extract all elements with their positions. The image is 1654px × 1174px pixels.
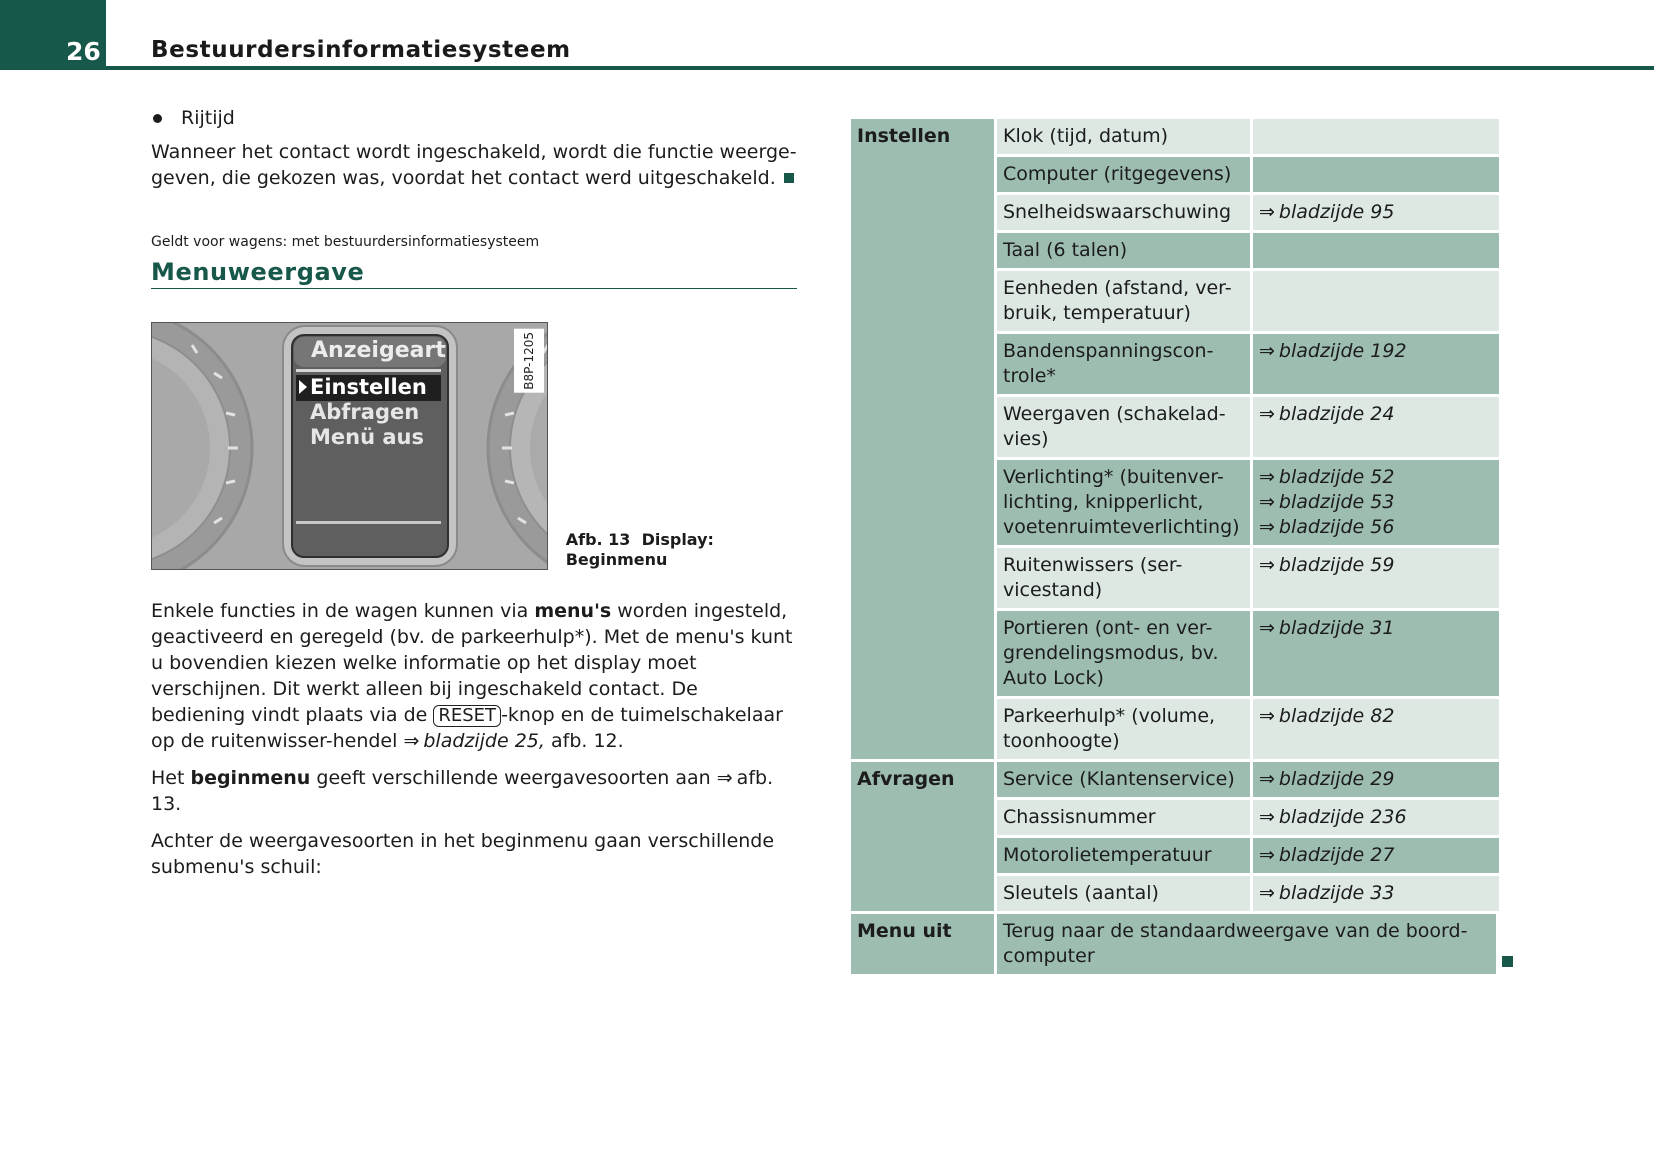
table-row [851,119,1499,154]
table-cell-item: Motorolietemperatuur [997,838,1253,873]
menu-paragraph [151,598,797,754]
table-cell-ref [1253,876,1499,911]
reference-text: bladzijde 192 [1278,340,1407,362]
text-run: -knop en de tuimelschakelaar op de ruitenwisser-hendel [151,704,783,752]
table-cell-item: Ruitenwissers (ser-vicestand) [997,548,1253,608]
figure-reference[interactable]: afb. 13. [151,767,774,815]
context-note: Geldt voor wagens: met bestuurdersinformatiesysteem [151,234,540,250]
page-reference[interactable] [1259,767,1493,792]
table-cell-ref [1253,119,1499,154]
table-cell-ref [1253,548,1499,608]
selection-arrow-icon [299,380,307,394]
reference-text: bladzijde 236 [1278,806,1407,828]
bullet-item [151,105,797,131]
page-reference[interactable] [1259,515,1493,540]
table-cell-ref [1253,699,1499,759]
reference-text: bladzijde 59 [1278,554,1395,576]
arrow-icon: ⇒ [716,767,733,789]
text-run: geeft verschillende weergavesoorten aan [310,767,717,789]
reference-text: bladzijde 82 [1278,705,1395,727]
page-number: 26 [66,37,101,66]
figure-caption [566,530,797,570]
table-cell-item: Terug naar de standaardweergave van de boord-computer [997,914,1499,974]
table-cell-ref [1253,611,1499,696]
table-cell-item: Taal (6 talen) [997,233,1253,268]
header-rule [106,66,1654,70]
arrow-icon: ⇒ [1259,554,1275,576]
arrow-icon: ⇒ [1259,768,1275,790]
table-cell-item: Chassisnummer [997,800,1253,835]
display-separator [296,369,441,372]
page-reference[interactable] [1259,200,1493,225]
page-reference[interactable] [1259,881,1493,906]
text-run: Enkele functies in de wagen kunnen via [151,600,535,622]
table-cell-ref [1253,157,1499,192]
page-reference[interactable] [1259,553,1493,578]
reference-text: bladzijde 53 [1278,491,1395,513]
arrow-icon: ⇒ [1259,844,1275,866]
table-cell-ref [1253,762,1499,797]
reset-key: RESET [433,705,501,727]
bold-term: beginmenu [190,767,311,789]
table-cell-item: Sleutels (aantal) [997,876,1253,911]
display-figure [151,322,548,570]
page-reference[interactable] [1259,490,1493,515]
reference-text: bladzijde 52 [1278,466,1395,488]
table-cell-item: Computer (ritgegevens) [997,157,1253,192]
page-reference[interactable] [1259,616,1493,641]
table-cell-ref [1253,460,1499,545]
end-square-icon [784,173,794,183]
table-cell-item: Bandenspanningscon-trole* [997,334,1253,394]
table-cell-ref [1253,271,1499,331]
category-instellen: Instellen [851,119,997,759]
display-item-menu-aus: Menü aus [310,425,424,449]
display-title: Anzeigeart [311,338,446,363]
table-cell-item: Snelheidswaarschuwing [997,195,1253,230]
table-cell-ref [1253,800,1499,835]
arrow-icon: ⇒ [1259,201,1275,223]
text-run: Het [151,767,191,789]
reference-text: bladzijde 31 [1278,617,1395,639]
page-title: Bestuurdersinformatiesysteem [151,37,571,63]
table-cell-item: Klok (tijd, datum) [997,119,1253,154]
bullet-icon [153,114,162,123]
page-reference[interactable] [1259,465,1493,490]
table-cell-item: Eenheden (afstand, ver-bruik, temperatuur) [997,271,1253,331]
caption-text: Display: Beginmenu [565,530,714,569]
submenu-paragraph: Achter de weergavesoorten in het beginmenu gaan verschillende submenu's schuil: [151,830,775,878]
table-cell-ref [1253,195,1499,230]
reference-text: bladzijde 56 [1278,516,1395,538]
page-reference[interactable] [1259,704,1493,729]
table-cell-item: Service (Klantenservice) [997,762,1253,797]
reference-text: bladzijde 95 [1278,201,1395,223]
page-reference[interactable] [1259,805,1493,830]
bold-term: menu's [534,600,612,622]
arrow-icon: ⇒ [1259,466,1275,488]
arrow-icon: ⇒ [403,730,420,752]
caption-number: Afb. 13 [565,530,631,549]
table-row [851,914,1499,974]
text-run: afb. 12. [544,730,624,752]
arrow-icon: ⇒ [1259,806,1275,828]
bullet-text: Rijtijd [181,107,235,129]
arrow-icon: ⇒ [1259,340,1275,362]
arrow-icon: ⇒ [1259,491,1275,513]
section-heading: Menuweergave [151,259,797,289]
arrow-icon: ⇒ [1259,882,1275,904]
submenu-table [851,116,1499,977]
page-reference[interactable] [1259,339,1493,364]
reference-text: bladzijde 29 [1278,768,1395,790]
display-bottom-line [296,521,441,524]
arrow-icon: ⇒ [1259,403,1275,425]
intro-text: Wanneer het contact wordt ingeschakeld, wordt die functie weerge-geven, die gekozen was, voordat het contact werd uitgeschakeld. [151,141,797,189]
table-cell-ref [1253,233,1499,268]
figure-row [151,322,797,570]
table-cell-item: Verlichting* (buitenver-lichting, knipperlicht, voetenruimteverlichting) [997,460,1253,545]
table-cell-ref [1253,334,1499,394]
table-cell-item: Portieren (ont- en ver-grendelingsmodus, bv. Auto Lock) [997,611,1253,696]
display-item-abfragen: Abfragen [310,400,420,424]
reference-text: bladzijde 27 [1278,844,1395,866]
page-reference[interactable] [1259,843,1493,868]
table-cell-ref [1253,397,1499,457]
table-row [851,762,1499,797]
figure-id: B8P-1205 [514,329,544,393]
category-menu-uit: Menu uit [851,914,997,974]
text-run: worden ingesteld, geactiveerd en geregeld (bv. de parkeerhulp*). Met de menu's kunt u bovendien kiezen welke informatie op het display moet verschijnen. Dit werkt alleen bij ingeschakeld contact. De bediening vindt plaats via de [151,600,793,726]
beginmenu-paragraph [151,765,797,817]
page-reference[interactable] [1259,402,1493,427]
table-cell-ref [1253,838,1499,873]
reference-text: bladzijde 24 [1278,403,1395,425]
arrow-icon: ⇒ [1259,617,1275,639]
reference-text: bladzijde 33 [1278,882,1395,904]
left-column [151,105,797,891]
display-item-einstellen: Einstellen [310,375,427,399]
table-cell-item: Parkeerhulp* (volume, toonhoogte) [997,699,1253,759]
category-afvragen: Afvragen [851,762,997,911]
page-reference[interactable]: bladzijde 25, [423,730,545,752]
end-square-icon [1502,956,1513,967]
intro-paragraph [151,139,797,191]
table-cell-item: Weergaven (schakelad-vies) [997,397,1253,457]
arrow-icon: ⇒ [1259,516,1275,538]
arrow-icon: ⇒ [1259,705,1275,727]
